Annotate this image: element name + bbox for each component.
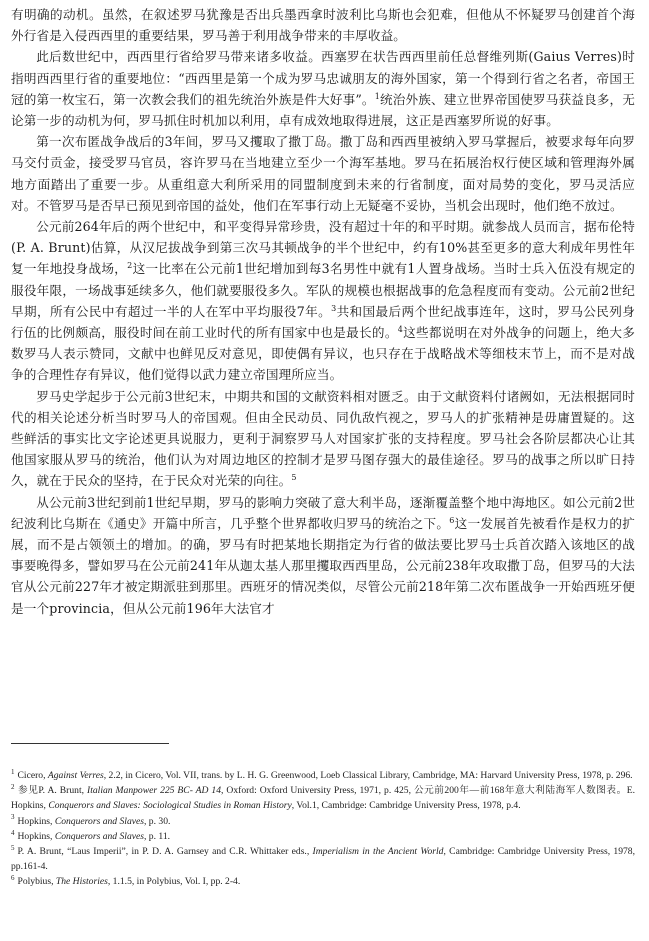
footnote-text: Cicero, bbox=[17, 770, 48, 781]
footnote-1 bbox=[11, 768, 635, 783]
main-text bbox=[11, 4, 635, 619]
footnote-number: 6 bbox=[11, 874, 15, 883]
paragraph-4-text-a: 公元前264年后的两个世纪中，和平变得异常珍贵，没有超过十年的和平时期。就参战人员而言，据布伦特(P. A. Brunt)估算，从汉尼拔战争到第三次马其顿战争的半个世纪中，约有10%甚至更多的意大利成年男性年复一年地投身战场， bbox=[11, 219, 635, 277]
footnote-text: Hopkins, bbox=[17, 815, 55, 827]
footnote-title: Conquerors and Slaves bbox=[54, 815, 144, 827]
footnote-ref-5: 5 bbox=[291, 473, 297, 483]
paragraph-1 bbox=[11, 4, 635, 46]
footnote-5 bbox=[11, 844, 635, 874]
paragraph-2-text-a: 此后数世纪中，西西里行省给罗马带来诸多收益。西塞罗在状告西西里前任总督维列斯(Gaius Verres)时指明西西里行省的重要地位：“西西里是第一个成为罗马忠诚朋友的海外国家，第一个得到行省之名者，帝国王冠的第一枚宝石，第一次教会我们的祖先统治外族是件大好事”。 bbox=[11, 49, 635, 107]
footnote-divider bbox=[11, 743, 169, 744]
footnote-text: , p. 30. bbox=[144, 815, 171, 827]
paragraph-4-text-b: 这一比率在公元前1世纪增加到每3名男性中就有1人置身战场。当时士兵入伍没有规定的服役年限，一场战事延续多久，他们就要服役多久。军队的规模也根据战事的危急程度而有变动。公元前2世纪早期，所有公民中有超过一半的人在军中平均服役7年。 bbox=[11, 261, 635, 319]
footnote-title: Italian Manpower 225 BC- AD 14 bbox=[87, 785, 222, 797]
paragraph-4 bbox=[11, 216, 635, 386]
footnote-title: The Histories bbox=[55, 876, 108, 888]
footnote-text: , Cambridge: Cambridge University Press, 1978, pp.161-4. bbox=[11, 846, 635, 873]
footnote-title: Conquerors and Slaves: Sociological Studies in Roman History bbox=[48, 800, 292, 812]
footnote-6 bbox=[11, 874, 635, 889]
footnote-2 bbox=[11, 783, 635, 813]
footnote-text: , 2.2, in Cicero, Vol. VII, trans. by L. H. G. Greenwood, Loeb Classical Library, Cambridge, MA: Harvard University Press, 1978, p. 296. bbox=[103, 770, 633, 781]
footnotes bbox=[11, 768, 635, 890]
paragraph-3 bbox=[11, 131, 635, 216]
footnote-number: 1 bbox=[11, 767, 15, 776]
paragraph-6-text-a: 从公元前3世纪到前1世纪早期，罗马的影响力突破了意大利半岛，逐渐覆盖整个地中海地区。如公元前2世纪波利比乌斯在《通史》开篇中所言，几乎整个世界都收归罗马的统治之下。 bbox=[11, 494, 635, 531]
footnote-text: P. A. Brunt, “Laus Imperii”, in P. D. A. Garnsey and C.R. Whittaker eds., bbox=[17, 846, 313, 858]
footnote-number: 2 bbox=[11, 783, 15, 792]
footnote-number: 5 bbox=[11, 843, 15, 852]
footnote-ref-1: 1 bbox=[374, 91, 380, 101]
footnote-number: 4 bbox=[11, 828, 15, 837]
footnote-text: Polybius, bbox=[17, 876, 56, 888]
footnote-title: Conquerors and Slaves bbox=[54, 830, 144, 842]
paragraph-4-text-c: 共和国最后两个世纪战事连年，这时，罗马公民列身行伍的比例颇高，服役时间在前工业时代的所有国家中也是最长的。 bbox=[11, 303, 636, 341]
footnote-title: Against Verres bbox=[47, 770, 104, 781]
footnote-ref-6: 6 bbox=[449, 515, 455, 525]
footnote-ref-2: 2 bbox=[127, 261, 133, 271]
paragraph-1-text: 有明确的动机。虽然，在叙述罗马犹豫是否出兵墨西拿时波利比乌斯也会犯难，但他从不怀疑罗马创建首个海外行省是入侵西西里的重要结果，罗马善于利用战争带来的丰厚收益。 bbox=[11, 7, 635, 44]
footnote-text: 参见P. A. Brunt, bbox=[17, 785, 87, 797]
footnote-3 bbox=[11, 814, 635, 829]
paragraph-4-text-d: 这些都说明在对外战争的问题上，绝大多数罗马人表示赞同，文献中也鲜见反对意见，即使偶有异议，也只存在于战略战术等细枝末节上，而不是对战争的合理性存有异议，他们觉得以武力建立帝国理所应当。 bbox=[11, 325, 635, 383]
footnote-ref-4: 4 bbox=[397, 324, 403, 334]
paragraph-6 bbox=[11, 492, 635, 619]
paragraph-2 bbox=[11, 46, 635, 131]
footnote-text: , Vol.1, Cambridge: Cambridge University Press, 1978, p.4. bbox=[291, 800, 521, 812]
paragraph-6-text-b: 这一发展首先被看作是权力的扩展，而不是占领领土的增加。的确，罗马有时把某地长期指定为行省的做法要比罗马士兵首次踏入该地区的战事要晚得多，譬如罗马在公元前241年从迦太基人那里攫取西西里岛，公元前238年攻取撒丁岛，但罗马的大法官从公元前227年才被定期派驻到那里。西班牙的情况类似，尽管公元前218年第二次布匿战争一开始西班牙便是一个provincia，但从公元前196年大法官才 bbox=[11, 515, 635, 616]
footnote-text: , Oxford: Oxford University Press, 1971, p. 425, 公元前200年—前168年意大利陆海军人数图表。E. Hopkins, bbox=[11, 785, 635, 812]
footnote-number: 3 bbox=[11, 813, 15, 822]
footnote-text: , 1.1.5, in Polybius, Vol. I, pp. 2-4. bbox=[107, 876, 241, 888]
paragraph-5-text: 罗马史学起步于公元前3世纪末，中期共和国的文献资料相对匮乏。由于文献资料付诸阙如，无法根据同时代的相关论述分析当时罗马人的帝国观。但由全民动员、同仇敌忾视之，罗马人的扩张精神是毋庸置疑的。这些鲜活的事实比文字论述更具说服力，更利于洞察罗马人对国家扩张的支持程度。罗马社会各阶层都决心让其他国家服从罗马的统治，他们认为对周边地区的控制才是罗马图存强大的最佳途径。罗马的战事之所以旷日持久，就在于民众的坚持，在于民众对光荣的向往。 bbox=[11, 388, 635, 489]
footnote-ref-3: 3 bbox=[331, 303, 337, 313]
footnote-4 bbox=[11, 829, 635, 844]
footnote-text: Hopkins, bbox=[17, 830, 55, 842]
paragraph-5 bbox=[11, 386, 635, 492]
footnote-text: , p. 11. bbox=[144, 830, 171, 842]
paragraph-2-text-b: 统治外族、建立世界帝国使罗马获益良多，无论第一步的动机为何，罗马抓住时机加以利用，卓有成效地取得进展，这正是西塞罗所说的好事。 bbox=[11, 91, 635, 129]
footnote-title: Imperialism in the Ancient World bbox=[312, 846, 444, 858]
paragraph-3-text: 第一次布匿战争战后的3年间，罗马又攫取了撒丁岛。撒丁岛和西西里被纳入罗马掌握后，被要求每年向罗马交付贡金，接受罗马官员，容许罗马在当地建立至少一个海军基地。罗马在拓展治权行使区域和管理海外属地方面踏出了重要一步。从重组意大利所采用的同盟制度到未来的行省制度，面对局势的变化，罗马灵活应对。不管罗马是否早已预见到帝国的益处，他们在军事行动上无疑毫不妥协，当机会出现时，他们绝不放过。 bbox=[11, 134, 635, 213]
